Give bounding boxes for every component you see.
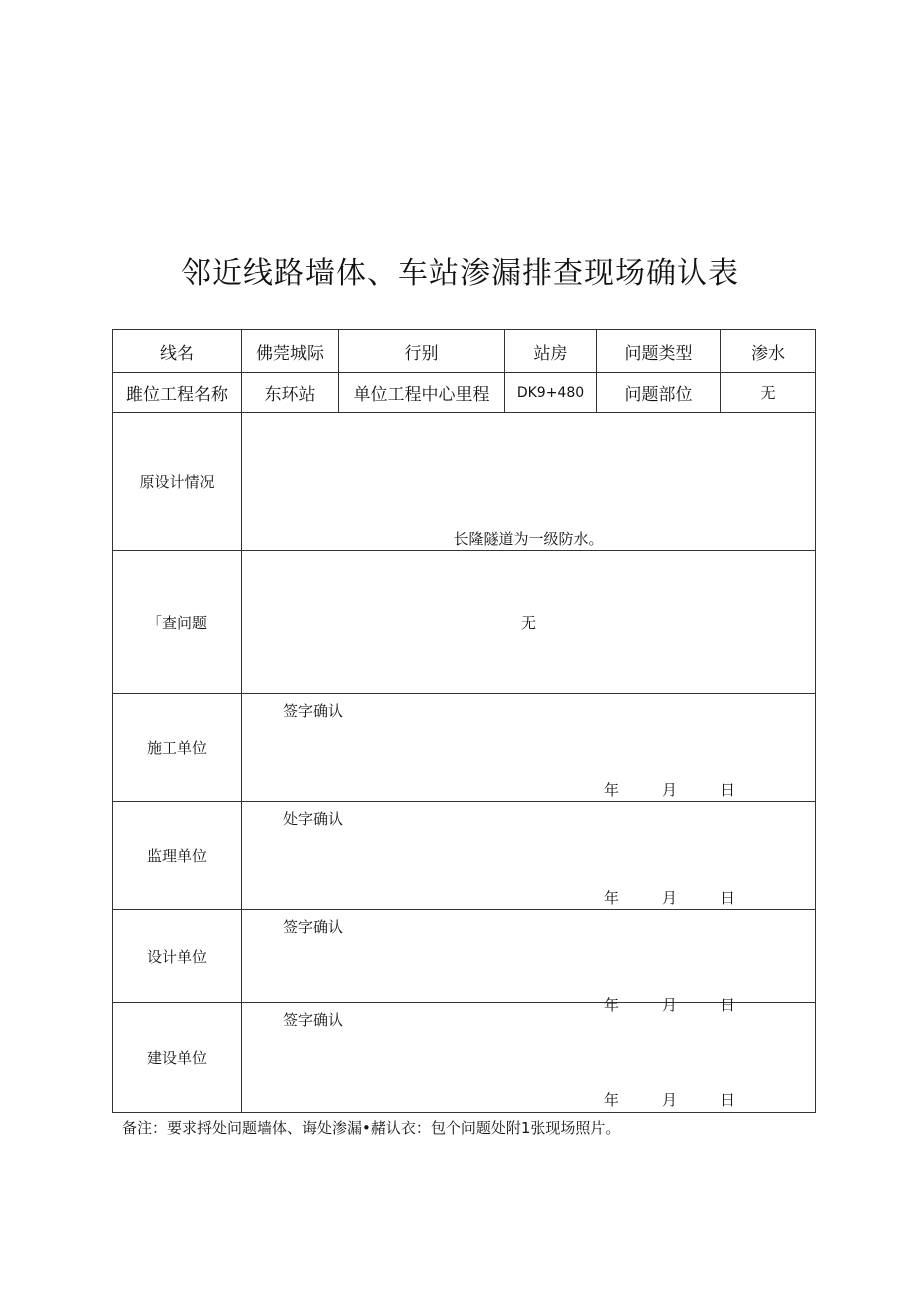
signature-label: 处字确认 bbox=[283, 810, 344, 828]
date-month: 月 bbox=[662, 996, 678, 1014]
party-label: 设计单位 bbox=[113, 910, 242, 1003]
line-value: 佛莞城际 bbox=[242, 330, 339, 373]
party-label: 建设单位 bbox=[113, 1003, 242, 1113]
header-row-2 bbox=[113, 373, 816, 413]
signature-label: 签字确认 bbox=[283, 1011, 344, 1029]
date-day: 日 bbox=[720, 1091, 736, 1109]
date-year: 年 bbox=[604, 1091, 620, 1109]
party-row-supervision bbox=[113, 802, 816, 910]
date-year: 年 bbox=[604, 781, 620, 799]
page-title: 邻近线路墙体、车站渗漏排查现场确认表 bbox=[181, 256, 739, 291]
date-year: 年 bbox=[604, 996, 620, 1014]
date-year: 年 bbox=[604, 889, 620, 907]
unit-name-label: 雎位工程名称 bbox=[113, 373, 242, 413]
confirmation-table bbox=[112, 329, 816, 1113]
location-value: 无 bbox=[721, 373, 816, 413]
date-day: 日 bbox=[720, 781, 736, 799]
problem-value: 无 bbox=[242, 551, 816, 694]
party-row-construction bbox=[113, 694, 816, 802]
track-label: 行别 bbox=[339, 330, 505, 373]
design-cell bbox=[242, 413, 816, 551]
station-label: 站房 bbox=[505, 330, 597, 373]
party-label: 施工单位 bbox=[113, 694, 242, 802]
date-month: 月 bbox=[662, 781, 678, 799]
party-row-design bbox=[113, 910, 816, 1003]
issue-type-label: 问题类型 bbox=[597, 330, 721, 373]
signature-label: 签字确认 bbox=[283, 918, 344, 936]
mileage-label: 单位工程中心里程 bbox=[339, 373, 505, 413]
unit-name-value: 东环站 bbox=[242, 373, 339, 413]
issue-type-value: 渗水 bbox=[721, 330, 816, 373]
design-value: 长隆隧道为一级防水。 bbox=[453, 530, 604, 548]
date-day: 日 bbox=[720, 996, 736, 1014]
signature-cell bbox=[242, 802, 816, 910]
signature-cell bbox=[242, 694, 816, 802]
signature-cell bbox=[242, 910, 816, 1014]
footnote: 备注：要求捋处问题墙体、诲处渗漏•赭认衣：包个问题处附1张现场照片。 bbox=[122, 1119, 621, 1137]
party-row-owner bbox=[113, 1003, 816, 1113]
line-label: 线名 bbox=[113, 330, 242, 373]
design-row bbox=[113, 413, 816, 551]
party-label: 监理单位 bbox=[113, 802, 242, 910]
mileage-value: DK9+480 bbox=[505, 373, 597, 413]
date-month: 月 bbox=[662, 889, 678, 907]
date-day: 日 bbox=[720, 889, 736, 907]
problem-label: 「查问题 bbox=[113, 551, 242, 694]
signature-label: 签字确认 bbox=[283, 702, 344, 720]
signature-cell bbox=[242, 1003, 816, 1113]
header-row-1 bbox=[113, 330, 816, 373]
problem-row bbox=[113, 551, 816, 694]
date-month: 月 bbox=[662, 1091, 678, 1109]
design-label: 原设计情况 bbox=[113, 413, 242, 551]
location-label: 问题部位 bbox=[597, 373, 721, 413]
